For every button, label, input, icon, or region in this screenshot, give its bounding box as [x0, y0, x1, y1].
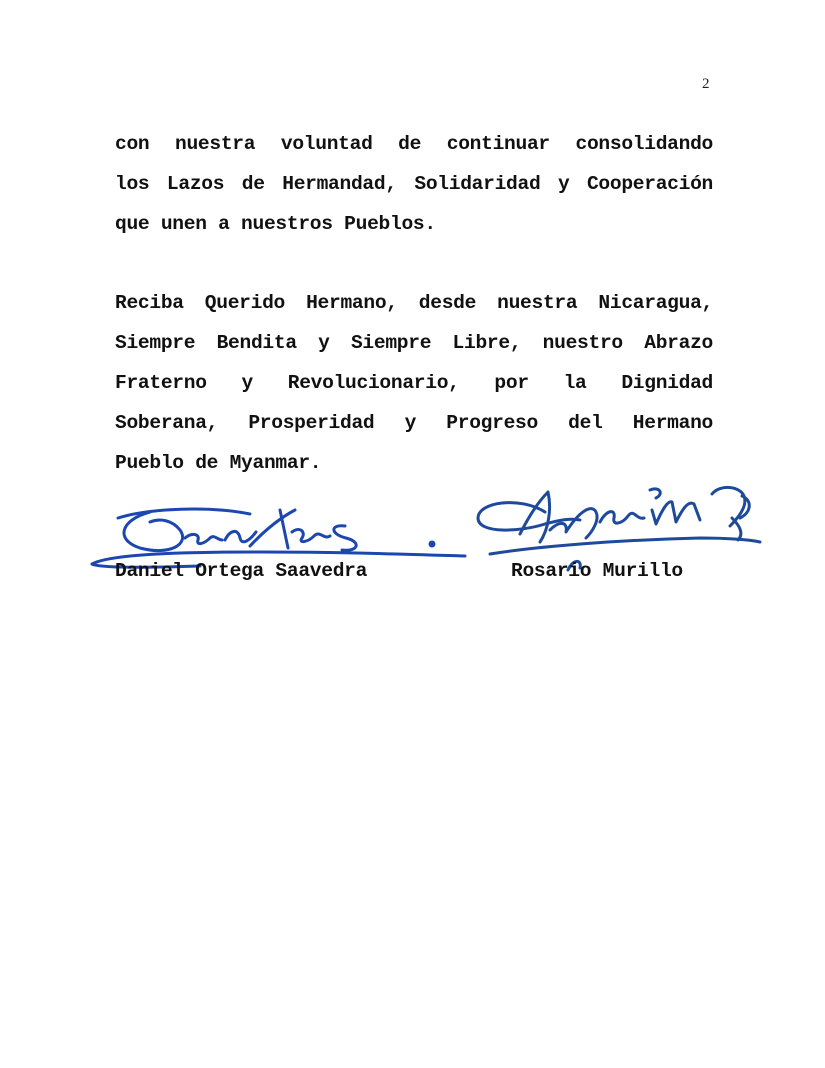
text-line: los Lazos de Hermandad, Solidaridad y Cooperación [115, 173, 713, 195]
text-line: Reciba Querido Hermano, desde nuestra Nicaragua, [115, 292, 713, 314]
text-line: con nuestra voluntad de continuar consolidando [115, 133, 713, 155]
text-line: Soberana, Prosperidad y Progreso del Hermano [115, 412, 713, 434]
signature-block [0, 460, 825, 600]
text-line: Siempre Bendita y Siempre Libre, nuestro Abrazo [115, 332, 713, 354]
signatory-name-murillo: Rosario Murillo [511, 560, 683, 582]
text-line: Fraterno y Revolucionario, por la Dignidad [115, 372, 713, 394]
text-line: Pueblo de Myanmar. [115, 452, 322, 474]
signature-murillo-icon [478, 487, 760, 570]
paragraph-closing-2 [115, 283, 713, 483]
paragraph-closing-1 [115, 124, 713, 244]
signatory-name-ortega: Daniel Ortega Saavedra [115, 560, 368, 582]
signature-ortega-icon [92, 509, 465, 567]
page-number: 2 [702, 76, 710, 92]
text-line: que unen a nuestros Pueblos. [115, 213, 436, 235]
